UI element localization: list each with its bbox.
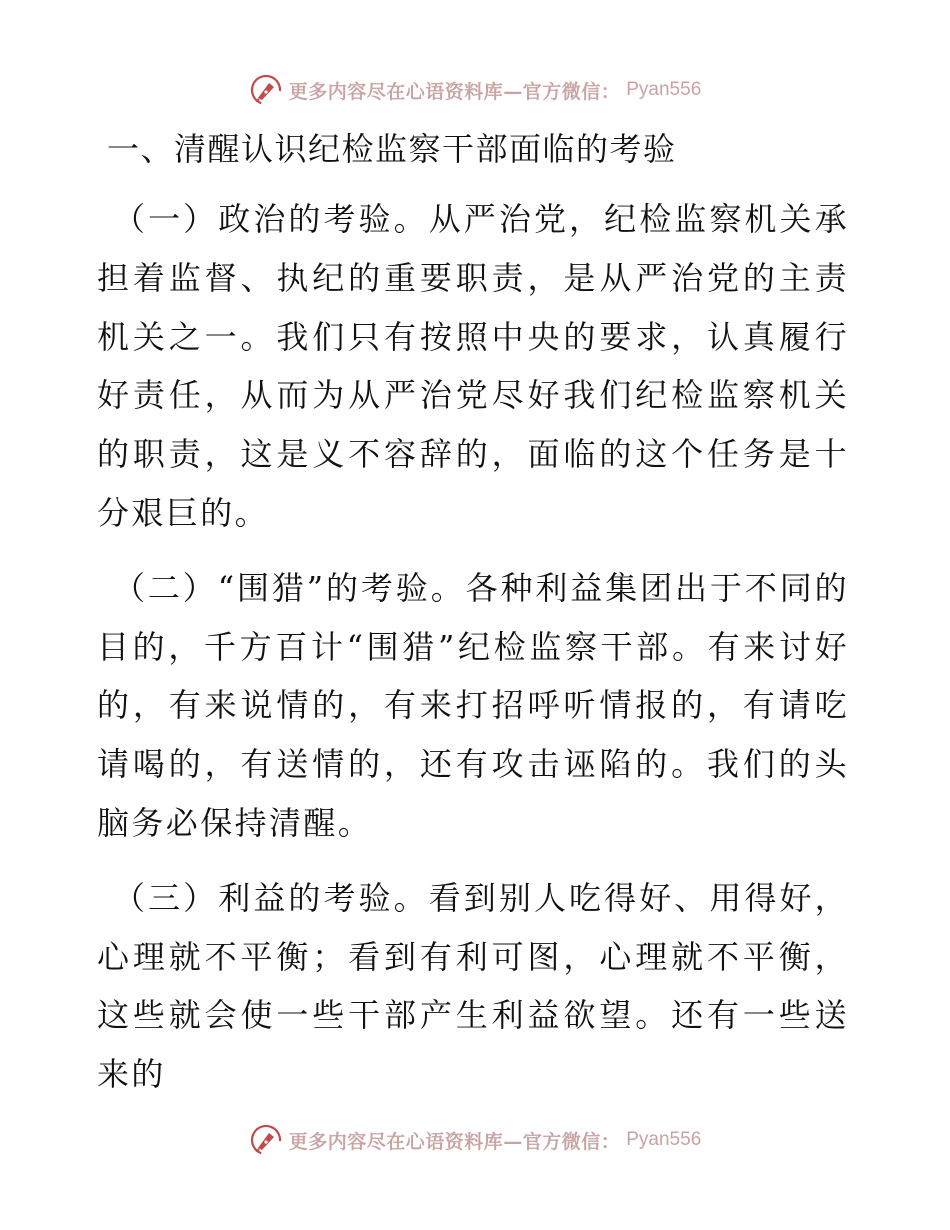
watermark-text: 更多内容尽在心语资料库—官方微信： <box>288 80 621 103</box>
watermark-text: 更多内容尽在心语资料库—官方微信： <box>288 1130 621 1153</box>
paragraph-interest-test: （三）利益的考验。看到别人吃得好、用得好，心理就不平衡；看到有利可图，心理就不平衡，这些就会使一些干部产生利益欲望。还有一些送来的 <box>97 878 849 1094</box>
paragraph-political-test: （一）政治的考验。从严治党，纪检监察机关承担着监督、执纪的重要职责，是从严治党的主责机关之一。我们只有按照中央的要求，认真履行好责任，从而为从严治党尽好我们纪检监察机关的职责，这是义不容辞的，面临的这个任务是十分艰巨的。 <box>97 200 849 532</box>
paragraph-hunting-test: （二）“围猎”的考验。各种利益集团出于不同的目的，千方百计“围猎”纪检监察干部。有来讨好的，有来说情的，有来打招呼听情报的，有请吃请喝的，有送情的，还有攻击诬陷的。我们的头脑务必保持清醒。 <box>97 568 849 842</box>
pen-nib-logo-icon <box>249 73 283 107</box>
watermark-banner-bottom <box>0 1120 950 1160</box>
pen-nib-logo-icon <box>249 1123 283 1157</box>
watermark-wechat-id: Pyan556 <box>626 79 702 100</box>
section-heading: 一、清醒认识纪检监察干部面临的考验 <box>107 130 677 168</box>
watermark-banner-top <box>0 70 950 110</box>
document-body <box>97 120 849 1120</box>
watermark-wechat-id: Pyan556 <box>626 1129 702 1150</box>
